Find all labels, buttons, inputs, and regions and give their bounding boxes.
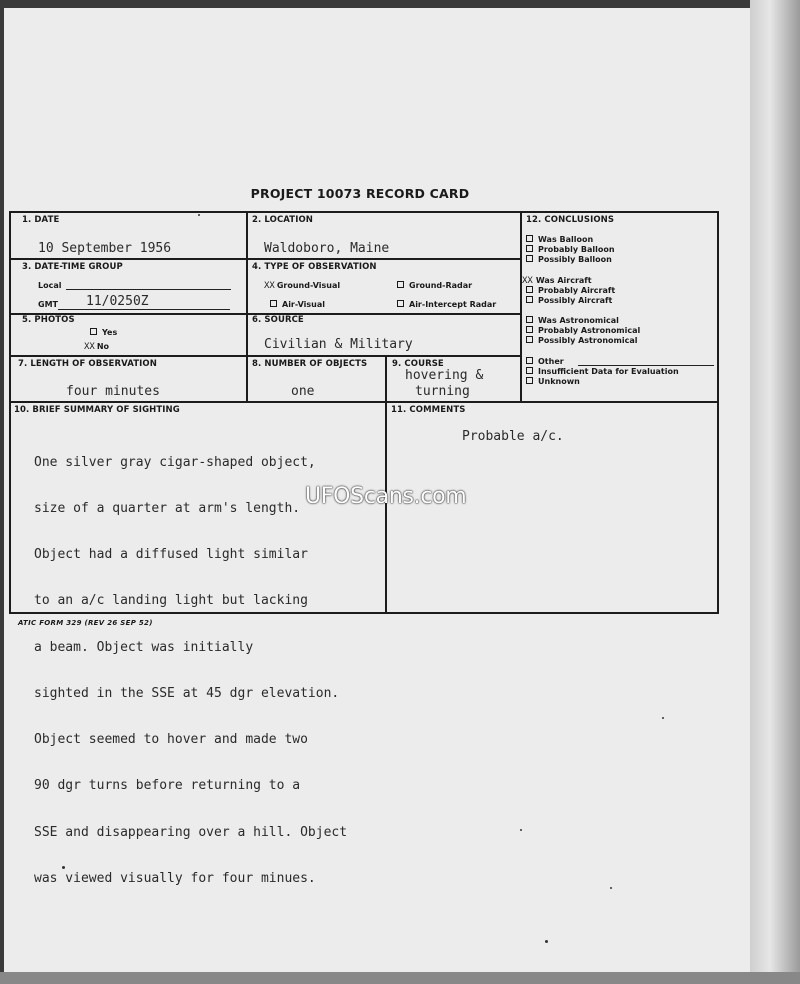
summary-line: Object had a diffused light similar (34, 547, 308, 563)
conclusion-item (526, 296, 612, 305)
page-edge (750, 0, 800, 984)
conclusion-text: Possibly Astronomical (538, 336, 638, 345)
summary-line: a beam. Object was initially (34, 639, 254, 655)
photos-no-option (84, 342, 109, 352)
source-label: 6. SOURCE (252, 315, 304, 325)
ground-radar-option (397, 281, 472, 290)
ground-visual-mark: XX (264, 281, 275, 291)
conclusion-item (522, 276, 592, 286)
date-value: 10 September 1956 (38, 241, 172, 256)
conclusion-item (526, 255, 612, 264)
divider (9, 355, 521, 357)
conclusion-text: Was Balloon (538, 235, 594, 244)
conclusion-checkbox (526, 316, 533, 323)
paper-speck (662, 717, 664, 719)
conclusion-text: Possibly Aircraft (538, 296, 613, 305)
paper-speck (62, 866, 65, 869)
summary-line: One silver gray cigar-shaped object, (34, 454, 316, 470)
conclusion-checkbox (526, 377, 533, 384)
page-bottom-edge (0, 972, 800, 984)
conclusion-checkbox (526, 296, 533, 303)
was-aircraft-mark: XX (522, 276, 533, 286)
date-label: 1. DATE (22, 215, 60, 225)
conclusion-item (526, 357, 564, 366)
divider (9, 401, 719, 403)
conclusion-checkbox (526, 367, 533, 374)
conclusion-item (526, 235, 593, 244)
location-value: Waldoboro, Maine (264, 241, 390, 256)
conclusion-item (526, 316, 619, 325)
summary-line: to an a/c landing light but lacking (34, 593, 308, 609)
air-intercept-checkbox (397, 300, 404, 307)
ground-visual-option (264, 281, 340, 291)
paper-speck (545, 940, 548, 943)
summary-line: 90 dgr turns before returning to a (34, 778, 301, 794)
card-title: PROJECT 10073 RECORD CARD (250, 186, 470, 201)
conclusion-text: Probably Balloon (538, 245, 615, 254)
source-value: Civilian & Military (264, 337, 413, 352)
photos-no-text: No (96, 342, 110, 351)
local-underline (66, 289, 231, 290)
paper-speck (520, 829, 522, 831)
paper-speck (198, 214, 200, 216)
conclusion-item (526, 326, 640, 335)
length-value: four minutes (66, 384, 160, 399)
conclusion-text: Was Aircraft (535, 276, 592, 285)
conclusion-item (526, 377, 580, 386)
conclusion-text: Insufficient Data for Evaluation (538, 367, 679, 376)
obs-type-label: 4. TYPE OF OBSERVATION (252, 262, 377, 272)
summary-line: SSE and disappearing over a hill. Object (34, 824, 348, 840)
conclusion-text: Probably Aircraft (538, 286, 616, 295)
air-intercept-option (397, 300, 496, 309)
conclusion-checkbox (526, 255, 533, 262)
other-underline (578, 365, 714, 366)
conclusion-text: Possibly Balloon (538, 255, 612, 264)
photos-yes-text: Yes (102, 328, 118, 337)
photos-no-mark: XX (84, 342, 95, 352)
conclusion-checkbox (526, 336, 533, 343)
num-objects-value: one (291, 384, 315, 399)
photos-label: 5. PHOTOS (22, 315, 75, 325)
photos-yes-checkbox (90, 328, 97, 335)
num-objects-label: 8. NUMBER OF OBJECTS (252, 359, 368, 369)
ground-visual-text: Ground-Visual (276, 281, 341, 290)
ground-radar-checkbox (397, 281, 404, 288)
conclusion-text: Unknown (538, 377, 580, 386)
air-visual-text: Air-Visual (282, 300, 326, 309)
dtg-gmt-label: GMT (38, 300, 58, 309)
conclusion-item (526, 336, 637, 345)
conclusions-label: 12. CONCLUSIONS (526, 215, 615, 225)
location-label: 2. LOCATION (252, 215, 313, 225)
air-visual-checkbox (270, 300, 277, 307)
watermark: UFOScans.com (305, 484, 467, 509)
course-line2: turning (415, 384, 470, 399)
conclusion-text: Was Astronomical (538, 316, 619, 325)
summary-line: was viewed visually for four minues. (34, 870, 316, 886)
divider (520, 211, 522, 401)
comments-value: Probable a/c. (462, 429, 564, 444)
conclusion-item (526, 286, 615, 295)
conclusion-item (526, 367, 679, 376)
summary-label: 10. BRIEF SUMMARY OF SIGHTING (14, 405, 180, 415)
summary-line: sighted in the SSE at 45 dgr elevation. (34, 685, 340, 701)
paper-speck (610, 887, 612, 889)
conclusion-text: Other (538, 357, 564, 366)
conclusion-checkbox (526, 245, 533, 252)
ground-radar-text: Ground-Radar (409, 281, 473, 290)
conclusion-checkbox (526, 326, 533, 333)
course-label: 9. COURSE (392, 359, 444, 369)
dtg-local-label: Local (38, 281, 62, 290)
conclusion-checkbox (526, 235, 533, 242)
summary-line: Object seemed to hover and made two (34, 732, 308, 748)
dtg-label: 3. DATE-TIME GROUP (22, 262, 123, 272)
course-line1: hovering & (405, 368, 484, 383)
conclusion-checkbox (526, 357, 533, 364)
dtg-gmt-value: 11/0250Z (86, 294, 149, 309)
divider (246, 211, 248, 401)
conclusion-checkbox (526, 286, 533, 293)
divider (9, 258, 521, 260)
summary-line: size of a quarter at arm's length. (34, 501, 301, 517)
air-intercept-text: Air-Intercept Radar (409, 300, 497, 309)
photos-yes-option (90, 328, 117, 337)
air-visual-option (270, 300, 325, 309)
comments-label: 11. COMMENTS (391, 405, 466, 415)
gmt-underline (58, 309, 230, 310)
conclusion-text: Probably Astronomical (538, 326, 641, 335)
length-label: 7. LENGTH OF OBSERVATION (18, 359, 157, 369)
form-footer: ATIC FORM 329 (REV 26 SEP 52) (18, 619, 153, 627)
conclusion-item (526, 245, 615, 254)
